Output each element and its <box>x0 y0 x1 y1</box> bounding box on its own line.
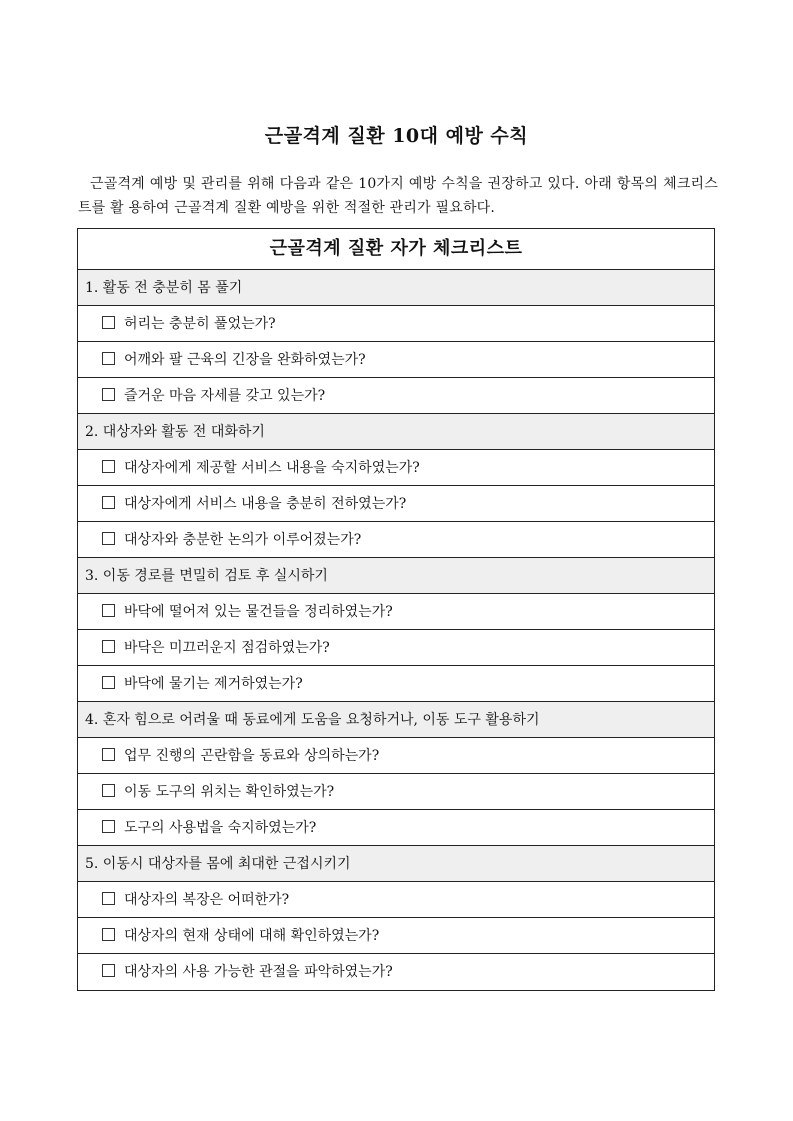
checkbox-icon[interactable] <box>102 640 115 653</box>
checklist-item-label: 허리는 충분히 풀었는가? <box>124 316 276 332</box>
checklist-table <box>77 228 715 991</box>
checklist-item-label: 대상자의 복장은 어떠한가? <box>124 892 290 908</box>
checkbox-icon[interactable] <box>102 460 115 473</box>
checklist-item <box>78 594 714 630</box>
checklist-item <box>78 738 714 774</box>
checkbox-icon[interactable] <box>102 676 115 689</box>
checkbox-icon[interactable] <box>102 820 115 833</box>
checklist-item <box>78 918 714 954</box>
checklist-item-label: 즐거운 마음 자세를 갖고 있는가? <box>124 388 326 404</box>
checklist-item <box>78 486 714 522</box>
checkbox-icon[interactable] <box>102 604 115 617</box>
checklist-item <box>78 342 714 378</box>
checkbox-icon[interactable] <box>102 964 115 977</box>
checklist-item <box>78 774 714 810</box>
section-heading: 5. 이동시 대상자를 몸에 최대한 근접시키기 <box>78 846 714 882</box>
section-heading: 3. 이동 경로를 면밀히 검토 후 실시하기 <box>78 558 714 594</box>
checklist-title: 근골격계 질환 자가 체크리스트 <box>78 229 714 270</box>
section-heading: 2. 대상자와 활동 전 대화하기 <box>78 414 714 450</box>
checklist-item <box>78 630 714 666</box>
checklist-item-label: 대상자의 현재 상태에 대해 확인하였는가? <box>124 928 380 944</box>
checklist-item-label: 어깨와 팔 근육의 긴장을 완화하였는가? <box>124 352 366 368</box>
checkbox-icon[interactable] <box>102 352 115 365</box>
checklist-item-label: 대상자의 사용 가능한 관절을 파악하였는가? <box>124 964 393 980</box>
checklist-item-label: 대상자에게 제공할 서비스 내용을 숙지하였는가? <box>124 460 420 476</box>
checklist-item <box>78 378 714 414</box>
checklist-item-label: 대상자에게 서비스 내용을 충분히 전하였는가? <box>124 496 407 512</box>
checkbox-icon[interactable] <box>102 316 115 329</box>
checklist-item <box>78 450 714 486</box>
checkbox-icon[interactable] <box>102 892 115 905</box>
checklist-item <box>78 666 714 702</box>
section-heading: 1. 활동 전 충분히 몸 풀기 <box>78 270 714 306</box>
checklist-item <box>78 882 714 918</box>
checklist-item-label: 도구의 사용법을 숙지하였는가? <box>124 820 317 836</box>
checkbox-icon[interactable] <box>102 784 115 797</box>
checklist-item <box>78 810 714 846</box>
checklist-item <box>78 954 714 990</box>
checklist-item-label: 대상자와 충분한 논의가 이루어졌는가? <box>124 532 362 548</box>
checklist-item-label: 바닥은 미끄러운지 점검하였는가? <box>124 640 330 656</box>
checkbox-icon[interactable] <box>102 928 115 941</box>
intro-paragraph: 근골격계 예방 및 관리를 위해 다음과 같은 10가지 예방 수칙을 권장하고 있다. 아래 항목의 체크리스트를 활 용하여 근골격계 질환 예방을 위한 적절한 관리가 필요하다. <box>78 176 718 216</box>
checklist-item <box>78 306 714 342</box>
checkbox-icon[interactable] <box>102 496 115 509</box>
checklist-item-label: 바닥에 물기는 제거하였는가? <box>124 676 303 692</box>
checklist-item-label: 바닥에 떨어져 있는 물건들을 정리하였는가? <box>124 604 393 620</box>
section-heading: 4. 혼자 힘으로 어려울 때 동료에게 도움을 요청하거나, 이동 도구 활용하기 <box>78 702 714 738</box>
page-title: 근골격계 질환 10대 예방 수칙 <box>264 125 529 147</box>
checklist-item <box>78 522 714 558</box>
checklist-item-label: 업무 진행의 곤란함을 동료와 상의하는가? <box>124 748 380 764</box>
checklist-item-label: 이동 도구의 위치는 확인하였는가? <box>124 784 335 800</box>
checkbox-icon[interactable] <box>102 388 115 401</box>
checkbox-icon[interactable] <box>102 748 115 761</box>
checkbox-icon[interactable] <box>102 532 115 545</box>
